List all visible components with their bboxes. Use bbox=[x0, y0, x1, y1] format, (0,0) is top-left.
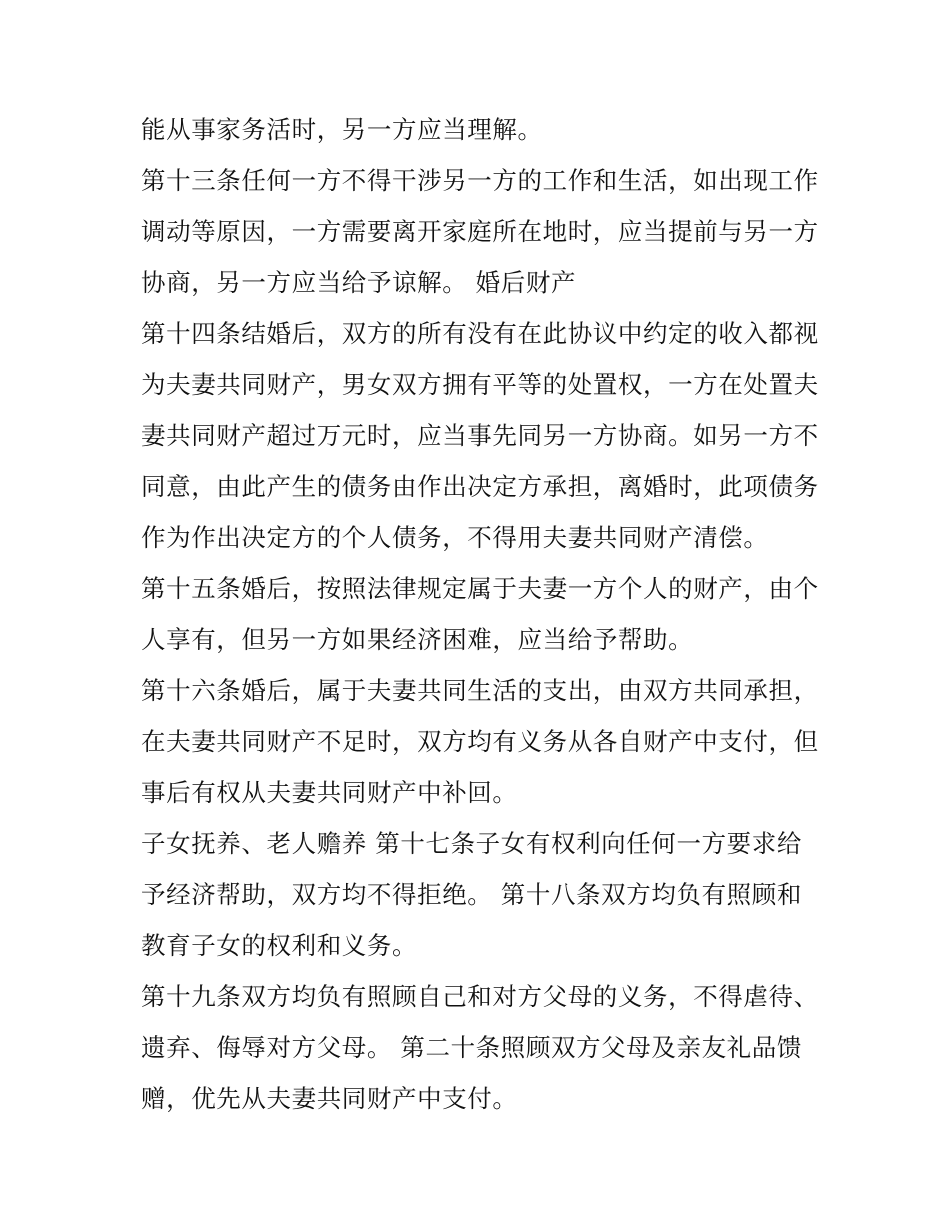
text-line: 在夫妻共同财产不足时，双方均有义务从各自财产中支付，但 bbox=[141, 727, 819, 756]
text-line: 调动等原因，一方需要离开家庭所在地时，应当提前与另一方 bbox=[141, 217, 819, 246]
text-line: 人享有，但另一方如果经济困难，应当给予帮助。 bbox=[141, 625, 694, 654]
text-line: 子女抚养、老人赡养 第十七条子女有权利向任何一方要求给 bbox=[141, 829, 802, 858]
text-line: 第十五条婚后，按照法律规定属于夫妻一方个人的财产，由个 bbox=[141, 574, 819, 603]
text-line: 事后有权从夫妻共同财产中补回。 bbox=[141, 778, 518, 807]
text-line: 作为作出决定方的个人债务，不得用夫妻共同财产清偿。 bbox=[141, 523, 769, 552]
text-line: 为夫妻共同财产，男女双方拥有平等的处置权，一方在处置夫 bbox=[141, 370, 819, 399]
text-line: 教育子女的权利和义务。 bbox=[141, 931, 418, 960]
text-line: 第十九条双方均负有照顾自己和对方父母的义务，不得虐待、 bbox=[141, 982, 819, 1011]
text-line: 第十四条结婚后，双方的所有没有在此协议中约定的收入都视 bbox=[141, 319, 819, 348]
text-line: 遗弃、侮辱对方父母。 第二十条照顾双方父母及亲友礼品馈 bbox=[141, 1033, 802, 1062]
text-line: 妻共同财产超过万元时，应当事先同另一方协商。如另一方不 bbox=[141, 421, 819, 450]
text-line: 第十六条婚后，属于夫妻共同生活的支出，由双方共同承担， bbox=[141, 676, 819, 705]
document-body bbox=[141, 104, 831, 1124]
text-line: 赠，优先从夫妻共同财产中支付。 bbox=[141, 1084, 518, 1113]
text-line: 予经济帮助，双方均不得拒绝。 第十八条双方均负有照顾和 bbox=[141, 880, 802, 909]
text-line: 第十三条任何一方不得干涉另一方的工作和生活，如出现工作 bbox=[141, 166, 819, 195]
text-line: 协商，另一方应当给予谅解。 婚后财产 bbox=[141, 268, 577, 297]
text-line: 同意，由此产生的债务由作出决定方承担，离婚时，此项债务 bbox=[141, 472, 819, 501]
text-line: 能从事家务活时，另一方应当理解。 bbox=[141, 115, 543, 144]
